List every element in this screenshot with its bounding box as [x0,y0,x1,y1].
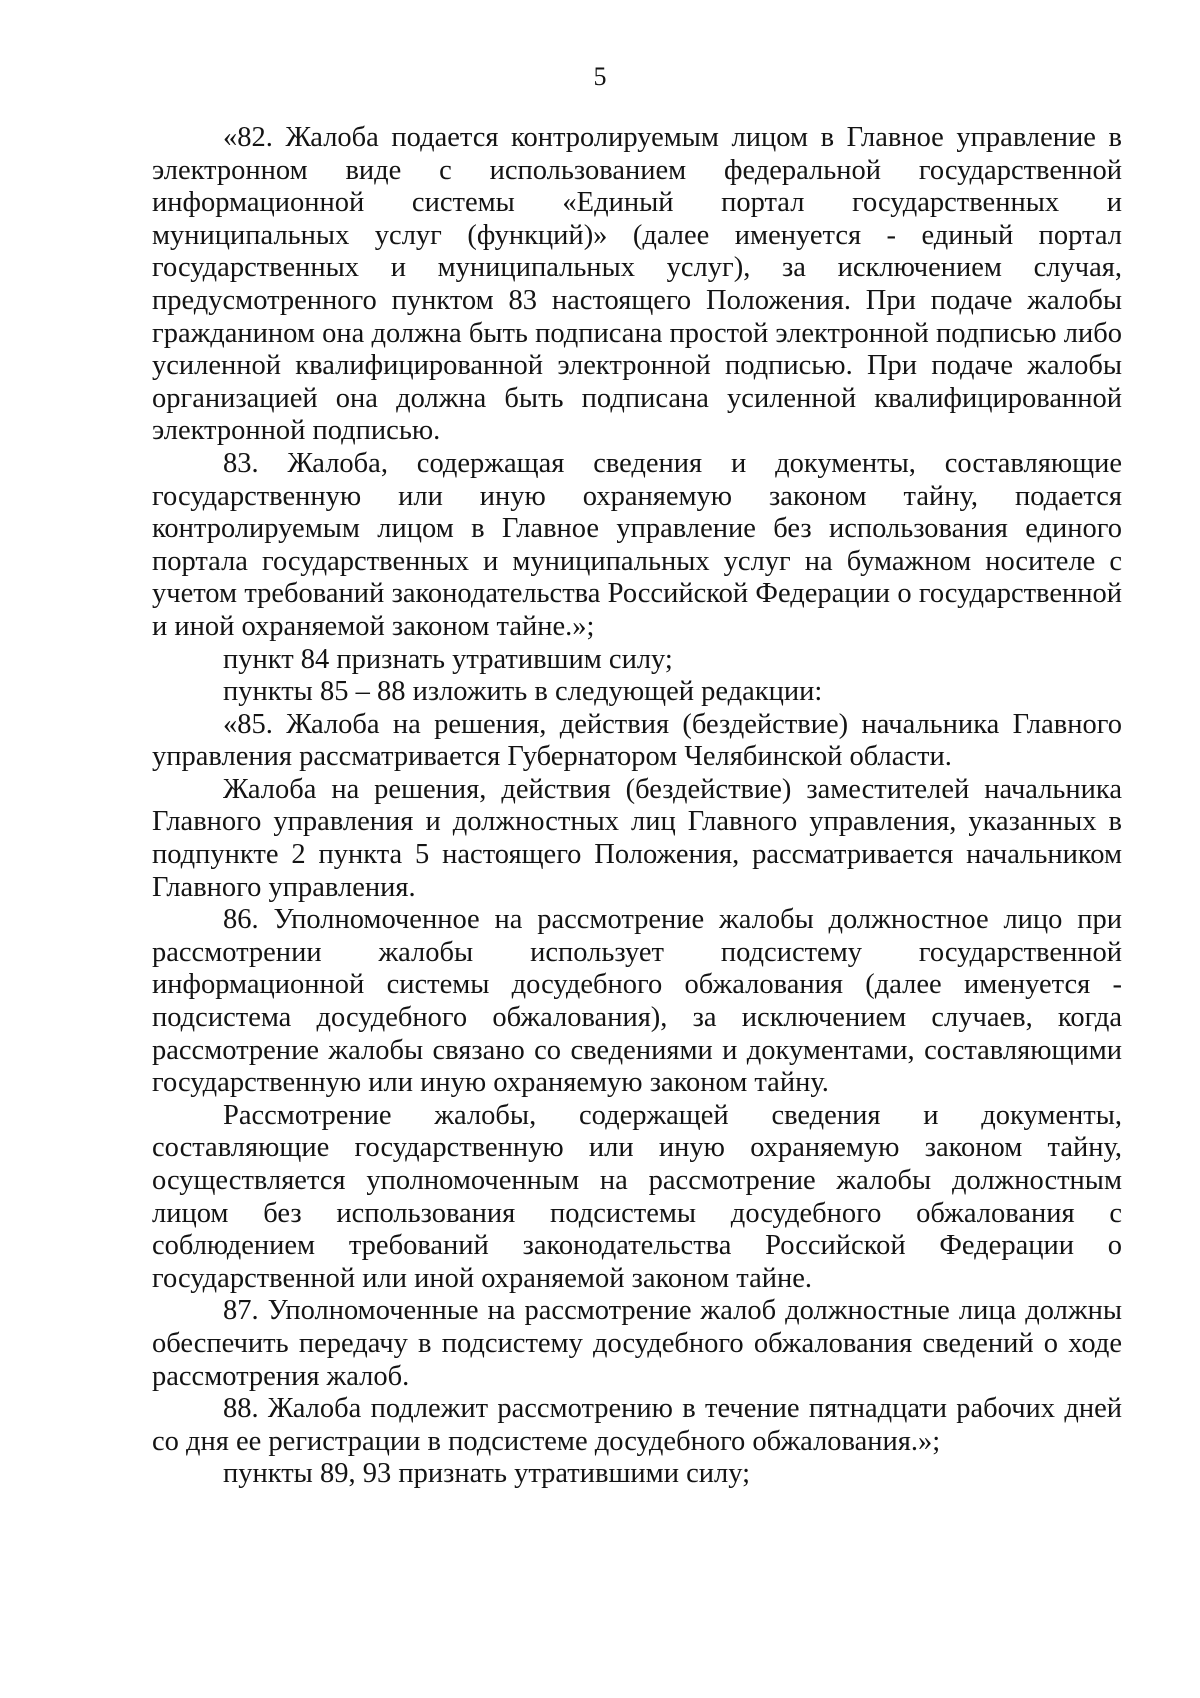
paragraph-88: 88. Жалоба подлежит рассмотрению в течение пятнадцати рабочих дней со дня ее регистрации в подсистеме досудебного обжалования.»; [152,1393,1122,1457]
paragraph-85: «85. Жалоба на решения, действия (бездействие) начальника Главного управления рассматривается Губернатором Челябинской области. [152,708,1122,773]
page-number: 5 [593,62,607,91]
document-body [152,122,1122,1491]
paragraph-85-part-2: Жалоба на решения, действия (бездействие) заместителей начальника Главного управления и должностных лиц Главного управления, указанных в подпункте 2 пункта 5 настоящего Положения, рассматривается начальником Главного управления. [152,773,1122,903]
paragraph-83: 83. Жалоба, содержащая сведения и документы, составляющие государственную или иную охраняемую законом тайну, подается контролируемым лицом в Главное управление без использования единого портала государственных и муниципальных услуг на бумажном носителе с учетом требований законодательства Российской Федерации о государственной и иной охраняемой законом тайне.»; [152,447,1122,642]
paragraph-84-repeal: пункт 84 признать утратившим силу; [223,643,673,675]
paragraph-82: «82. Жалоба подается контролируемым лицом в Главное управление в электронном виде с использованием федеральной государственной информационной системы «Единый портал государственных и муниципальных услуг (функций)» (далее именуется - единый портал государственных и муниципальных услуг), за исключением случая, предусмотренного пунктом 83 настоящего Положения. При подаче жалобы гражданином она должна быть подписана простой электронной подписью либо усиленной квалифицированной электронной подписью. При подаче жалобы организацией она должна быть подписана усиленной квалифицированной электронной подписью. [152,122,1122,447]
paragraph-85-88-intro: пункты 85 – 88 изложить в следующей редакции: [223,676,823,708]
paragraph-89-93-repeal: пункты 89, 93 признать утратившими силу; [223,1458,750,1490]
paragraph-86-part-2: Рассмотрение жалобы, содержащей сведения и документы, составляющие государственную или иную охраняемую законом тайну, осуществляется уполномоченным на рассмотрение жалобы должностным лицом без использования подсистемы досудебного обжалования с соблюдением требований законодательства Российской Федерации о государственной или иной охраняемой законом тайне. [152,1099,1122,1294]
paragraph-86: 86. Уполномоченное на рассмотрение жалобы должностное лицо при рассмотрении жалобы использует подсистему государственной информационной системы досудебного обжалования (далее именуется - подсистема досудебного обжалования), за исключением случаев, когда рассмотрение жалобы связано со сведениями и документами, составляющими государственную или иную охраняемую законом тайну. [152,904,1122,1099]
paragraph-87: 87. Уполномоченные на рассмотрение жалоб должностные лица должны обеспечить передачу в подсистему досудебного обжалования сведений о ходе рассмотрения жалоб. [152,1295,1122,1392]
